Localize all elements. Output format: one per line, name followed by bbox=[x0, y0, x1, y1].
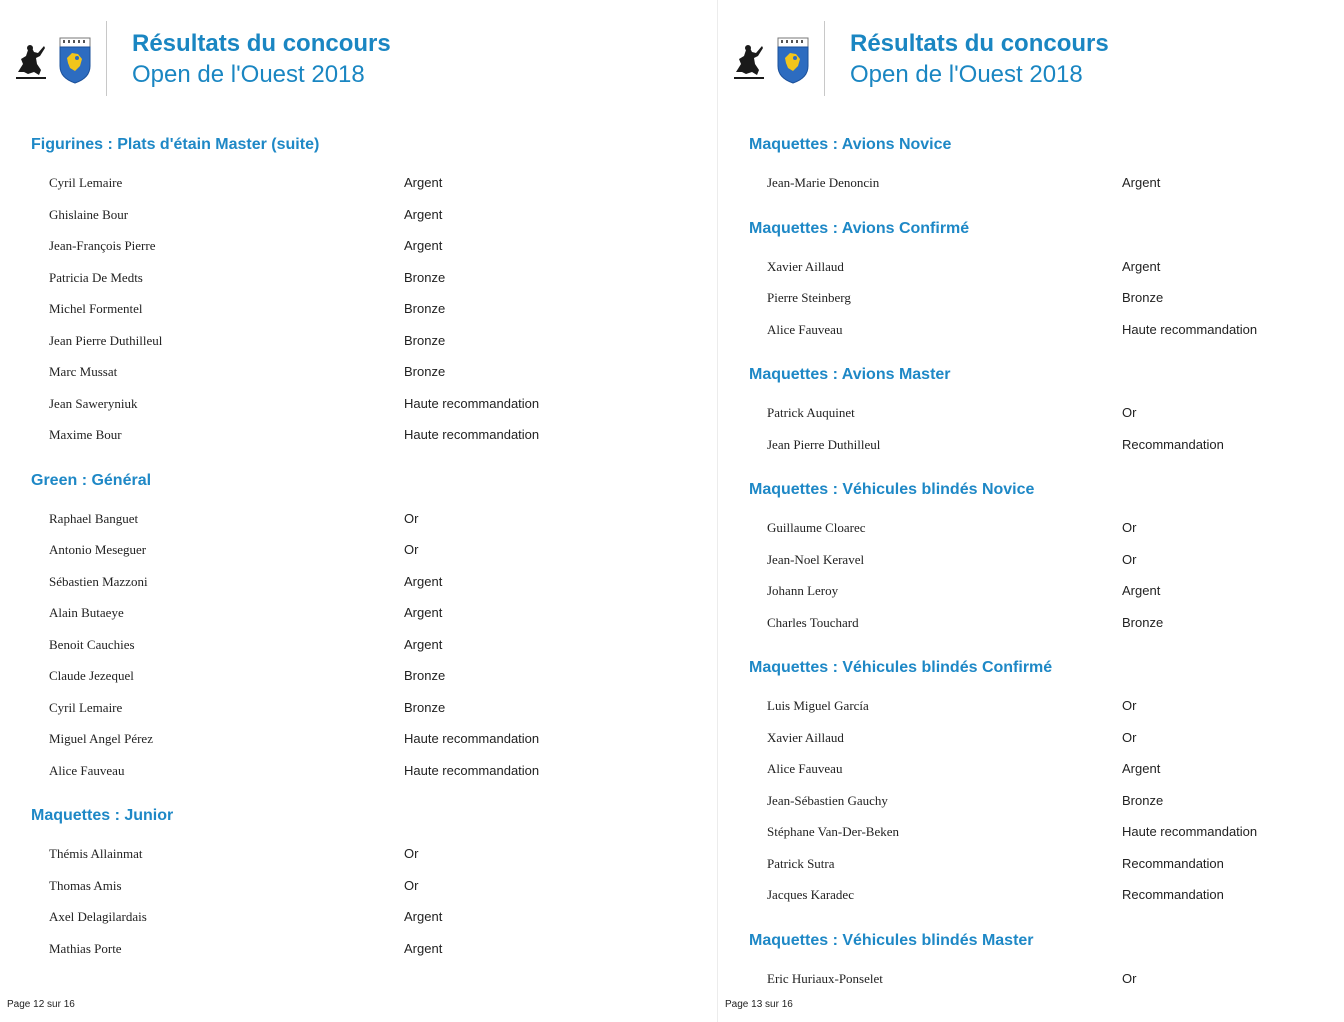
participant-name: Benoit Cauchies bbox=[49, 636, 135, 652]
award-level: Or bbox=[1122, 405, 1137, 420]
results-section bbox=[749, 218, 1339, 353]
results-list bbox=[31, 174, 711, 458]
award-level: Argent bbox=[1122, 258, 1161, 274]
results-section bbox=[749, 134, 1339, 206]
participant-name: Sébastien Mazzoni bbox=[49, 573, 148, 589]
participant-name: Mathias Porte bbox=[49, 940, 122, 956]
result-row bbox=[749, 697, 1339, 729]
result-row bbox=[31, 636, 711, 668]
participant-name: Guillaume Cloarec bbox=[767, 520, 866, 535]
award-level: Bronze bbox=[404, 332, 446, 348]
participant-name: Jean Saweryniuk bbox=[49, 395, 138, 411]
award-level: Argent bbox=[404, 605, 443, 620]
result-row bbox=[749, 886, 1339, 918]
section-heading: Maquettes : Junior bbox=[31, 807, 174, 824]
participant-name: Patrick Sutra bbox=[767, 855, 835, 871]
participant-name: Patrick Auquinet bbox=[767, 405, 855, 420]
result-row bbox=[31, 573, 711, 605]
section-heading: Green : Général bbox=[31, 471, 152, 489]
result-row bbox=[31, 237, 711, 269]
award-level: Or bbox=[1122, 729, 1137, 745]
results-section bbox=[31, 805, 711, 971]
award-level: Argent bbox=[404, 238, 443, 253]
result-row bbox=[749, 614, 1339, 646]
participant-name: Antonio Meseguer bbox=[49, 542, 147, 557]
page-title: Résultats du concours bbox=[850, 30, 1109, 57]
result-row bbox=[749, 823, 1339, 855]
result-row bbox=[31, 940, 711, 972]
document-page-13 bbox=[718, 0, 1344, 1022]
participant-name: Luis Miguel García bbox=[767, 698, 869, 713]
participant-name: Jacques Karadec bbox=[767, 887, 854, 902]
result-row bbox=[31, 667, 711, 699]
results-list bbox=[749, 970, 1339, 1002]
page-title: Résultats du concours bbox=[132, 30, 391, 57]
award-level: Or bbox=[1122, 698, 1137, 713]
header-logos bbox=[14, 36, 96, 86]
result-row bbox=[749, 760, 1339, 792]
award-level: Haute recommandation bbox=[404, 731, 540, 746]
participant-name: Alice Fauveau bbox=[767, 761, 843, 776]
knight-logo-icon bbox=[14, 42, 48, 80]
participant-name: Marc Mussat bbox=[49, 364, 118, 379]
section-heading: Maquettes : Véhicules blindés Master bbox=[749, 931, 1034, 949]
participant-name: Ghislaine Bour bbox=[49, 206, 129, 222]
page-subtitle: Open de l'Ouest 2018 bbox=[850, 61, 1083, 88]
participant-name: Cyril Lemaire bbox=[49, 699, 123, 715]
section-heading: Maquettes : Avions Master bbox=[749, 366, 951, 383]
award-level: Argent bbox=[404, 940, 443, 956]
results-content bbox=[31, 134, 711, 983]
award-level: Haute recommandation bbox=[404, 762, 540, 778]
award-level: Or bbox=[1122, 551, 1137, 567]
award-level: Bronze bbox=[404, 269, 446, 285]
result-row bbox=[31, 395, 711, 427]
result-row bbox=[31, 363, 711, 395]
results-content bbox=[749, 134, 1339, 1013]
section-heading: Maquettes : Véhicules blindés Confirmé bbox=[749, 659, 1053, 676]
result-row bbox=[749, 174, 1339, 206]
coat-of-arms-icon bbox=[776, 36, 810, 84]
award-level: Or bbox=[404, 542, 419, 557]
results-list bbox=[749, 258, 1339, 353]
results-list bbox=[31, 845, 711, 971]
result-row bbox=[749, 258, 1339, 290]
award-level: Haute recommandation bbox=[404, 427, 540, 442]
section-heading: Maquettes : Véhicules blindés Novice bbox=[749, 481, 1035, 498]
participant-name: Alice Fauveau bbox=[49, 762, 125, 778]
result-row bbox=[749, 321, 1339, 353]
coat-of-arms-icon bbox=[58, 36, 92, 84]
result-row bbox=[31, 510, 711, 542]
results-list bbox=[749, 697, 1339, 918]
participant-name: Miguel Angel Pérez bbox=[49, 731, 153, 746]
section-heading: Figurines : Plats d'étain Master (suite) bbox=[31, 136, 320, 153]
participant-name: Stéphane Van-Der-Beken bbox=[767, 824, 899, 839]
knight-logo-icon bbox=[732, 42, 766, 80]
participant-name: Eric Huriaux-Ponselet bbox=[767, 970, 883, 986]
result-row bbox=[31, 174, 711, 206]
results-section bbox=[749, 364, 1339, 467]
results-section bbox=[749, 930, 1339, 1002]
result-row bbox=[31, 762, 711, 794]
award-level: Argent bbox=[1122, 175, 1161, 190]
award-level: Haute recommandation bbox=[1122, 321, 1258, 337]
result-row bbox=[749, 289, 1339, 321]
participant-name: Jean Pierre Duthilleul bbox=[767, 436, 881, 452]
participant-name: Charles Touchard bbox=[767, 614, 859, 630]
participant-name: Xavier Aillaud bbox=[767, 258, 844, 274]
participant-name: Johann Leroy bbox=[767, 583, 839, 598]
result-row bbox=[31, 908, 711, 940]
result-row bbox=[749, 970, 1339, 1002]
result-row bbox=[31, 541, 711, 573]
award-level: Recommandation bbox=[1122, 855, 1224, 871]
result-row bbox=[31, 206, 711, 238]
result-row bbox=[749, 582, 1339, 614]
participant-name: Axel Delagilardais bbox=[49, 909, 147, 924]
results-list bbox=[749, 174, 1339, 206]
award-level: Or bbox=[404, 846, 419, 861]
award-level: Or bbox=[404, 510, 419, 526]
participant-name: Jean-Marie Denoncin bbox=[767, 175, 880, 190]
award-level: Argent bbox=[404, 175, 443, 190]
results-list bbox=[31, 510, 711, 794]
award-level: Or bbox=[404, 877, 419, 893]
result-row bbox=[749, 729, 1339, 761]
result-row bbox=[749, 436, 1339, 468]
award-level: Or bbox=[1122, 520, 1137, 535]
award-level: Recommandation bbox=[1122, 436, 1224, 452]
result-row bbox=[31, 269, 711, 301]
result-row bbox=[749, 792, 1339, 824]
section-heading: Maquettes : Avions Confirmé bbox=[749, 219, 970, 237]
award-level: Bronze bbox=[1122, 792, 1164, 808]
page-subtitle: Open de l'Ouest 2018 bbox=[132, 61, 365, 88]
participant-name: Claude Jezequel bbox=[49, 668, 134, 683]
award-level: Bronze bbox=[404, 364, 446, 379]
participant-name: Raphael Banguet bbox=[49, 510, 139, 526]
result-row bbox=[31, 699, 711, 731]
award-level: Argent bbox=[1122, 761, 1161, 776]
results-section bbox=[749, 479, 1339, 645]
award-level: Bronze bbox=[404, 668, 446, 683]
header-divider bbox=[824, 21, 825, 96]
result-row bbox=[749, 404, 1339, 436]
result-row bbox=[31, 604, 711, 636]
header-logos bbox=[732, 36, 814, 86]
page-footer: Page 13 sur 16 bbox=[725, 999, 793, 1010]
result-row bbox=[749, 855, 1339, 887]
award-level: Recommandation bbox=[1122, 887, 1224, 902]
participant-name: Thémis Allainmat bbox=[49, 846, 143, 861]
results-section bbox=[31, 470, 711, 794]
header-divider bbox=[106, 21, 107, 96]
results-section bbox=[31, 134, 711, 458]
result-row bbox=[31, 332, 711, 364]
award-level: Bronze bbox=[404, 301, 446, 316]
participant-name: Maxime Bour bbox=[49, 427, 122, 442]
result-row bbox=[31, 877, 711, 909]
participant-name: Jean-François Pierre bbox=[49, 238, 156, 253]
participant-name: Michel Formentel bbox=[49, 301, 143, 316]
award-level: Haute recommandation bbox=[1122, 824, 1258, 839]
award-level: Bronze bbox=[404, 699, 446, 715]
results-section bbox=[749, 657, 1339, 918]
participant-name: Alice Fauveau bbox=[767, 321, 843, 337]
section-heading: Maquettes : Avions Novice bbox=[749, 136, 952, 153]
participant-name: Xavier Aillaud bbox=[767, 729, 844, 745]
participant-name: Pierre Steinberg bbox=[767, 290, 851, 305]
participant-name: Jean-Noel Keravel bbox=[767, 551, 865, 567]
award-level: Argent bbox=[1122, 583, 1161, 598]
page-footer: Page 12 sur 16 bbox=[7, 999, 75, 1010]
award-level: Argent bbox=[404, 636, 443, 652]
participant-name: Thomas Amis bbox=[49, 877, 122, 893]
award-level: Or bbox=[1122, 970, 1137, 986]
award-level: Argent bbox=[404, 573, 443, 589]
award-level: Haute recommandation bbox=[404, 395, 540, 411]
participant-name: Jean Pierre Duthilleul bbox=[49, 332, 163, 348]
participant-name: Cyril Lemaire bbox=[49, 175, 123, 190]
award-level: Argent bbox=[404, 909, 443, 924]
participant-name: Jean-Sébastien Gauchy bbox=[767, 792, 888, 808]
award-level: Bronze bbox=[1122, 290, 1164, 305]
award-level: Bronze bbox=[1122, 614, 1164, 630]
results-list bbox=[749, 404, 1339, 467]
result-row bbox=[31, 845, 711, 877]
results-list bbox=[749, 519, 1339, 645]
participant-name: Alain Butaeye bbox=[49, 605, 124, 620]
result-row bbox=[31, 730, 711, 762]
result-row bbox=[31, 426, 711, 458]
award-level: Argent bbox=[404, 206, 443, 222]
result-row bbox=[749, 519, 1339, 551]
participant-name: Patricia De Medts bbox=[49, 269, 143, 285]
result-row bbox=[749, 551, 1339, 583]
result-row bbox=[31, 300, 711, 332]
